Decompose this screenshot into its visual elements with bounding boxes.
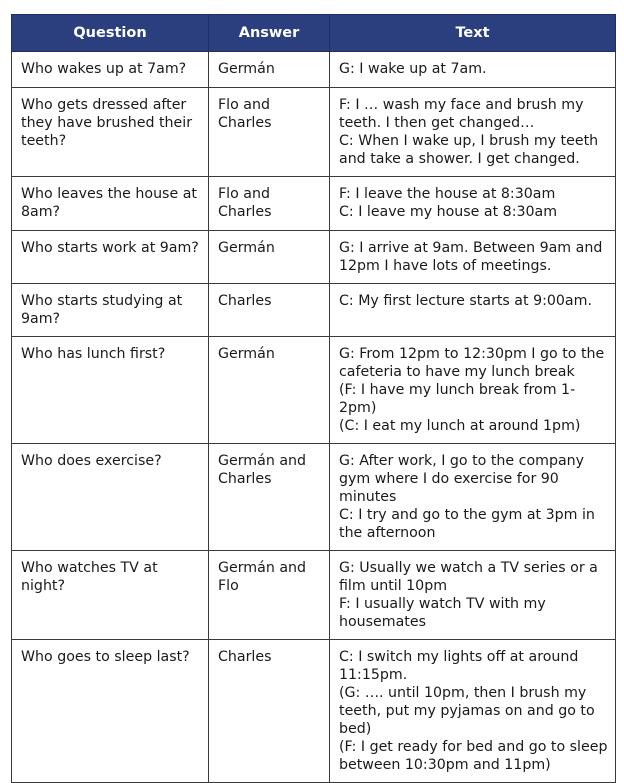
- answer-cell: Charles: [209, 284, 330, 337]
- question-cell: Who has lunch first?: [12, 337, 209, 444]
- answer-cell: Germán: [209, 337, 330, 444]
- text-line: G: After work, I go to the company gym where I do exercise for 90 minutes: [339, 453, 585, 505]
- table-row: [12, 640, 616, 783]
- text-line: C: I leave my house at 8:30am: [339, 204, 558, 220]
- text-cell: [330, 640, 616, 783]
- table-body: [12, 52, 616, 783]
- question-cell: Who goes to sleep last?: [12, 640, 209, 783]
- text-line: C: When I wake up, I brush my teeth and take a shower. I get changed.: [339, 133, 599, 167]
- table-row: [12, 177, 616, 231]
- header-answer: Answer: [209, 15, 330, 52]
- header-question: Question: [12, 15, 209, 52]
- text-line: (F: I get ready for bed and go to sleep between 10:30pm and 11pm): [339, 739, 608, 773]
- table-row: [12, 52, 616, 88]
- text-line: C: I try and go to the gym at 3pm in the afternoon: [339, 507, 595, 541]
- header-row: [12, 15, 616, 52]
- text-line: (G: …. until 10pm, then I brush my teeth, put my pyjamas on and go to bed): [339, 685, 595, 737]
- text-line: G: Usually we watch a TV series or a film until 10pm: [339, 560, 598, 594]
- text-cell: [330, 337, 616, 444]
- answer-cell: Germán: [209, 231, 330, 284]
- question-cell: Who does exercise?: [12, 444, 209, 551]
- header-text: Text: [330, 15, 616, 52]
- answer-cell: Germán: [209, 52, 330, 88]
- answer-cell: Flo and Charles: [209, 88, 330, 177]
- text-line: F: I leave the house at 8:30am: [339, 186, 556, 202]
- text-cell: [330, 177, 616, 231]
- table-row: [12, 231, 616, 284]
- text-line: (C: I eat my lunch at around 1pm): [339, 418, 581, 434]
- text-line: G: I wake up at 7am.: [339, 61, 487, 77]
- question-cell: Who starts work at 9am?: [12, 231, 209, 284]
- answer-cell: Flo and Charles: [209, 177, 330, 231]
- table-row: [12, 88, 616, 177]
- text-cell: [330, 551, 616, 640]
- question-cell: Who leaves the house at 8am?: [12, 177, 209, 231]
- text-line: F: I … wash my face and brush my teeth. I then get changed…: [339, 97, 584, 131]
- text-line: (F: I have my lunch break from 1-2pm): [339, 382, 576, 416]
- question-answer-table: [11, 14, 616, 783]
- table-row: [12, 444, 616, 551]
- table-row: [12, 551, 616, 640]
- text-line: G: I arrive at 9am. Between 9am and 12pm I have lots of meetings.: [339, 240, 603, 274]
- question-cell: Who starts studying at 9am?: [12, 284, 209, 337]
- question-cell: Who wakes up at 7am?: [12, 52, 209, 88]
- table-row: [12, 337, 616, 444]
- text-cell: [330, 284, 616, 337]
- answer-cell: Charles: [209, 640, 330, 783]
- worksheet: [11, 14, 615, 783]
- table-row: [12, 284, 616, 337]
- text-line: F: I usually watch TV with my housemates: [339, 596, 546, 630]
- answer-cell: Germán and Flo: [209, 551, 330, 640]
- text-line: C: I switch my lights off at around 11:15pm.: [339, 649, 579, 683]
- question-cell: Who watches TV at night?: [12, 551, 209, 640]
- text-line: C: My first lecture starts at 9:00am.: [339, 293, 592, 309]
- text-cell: [330, 52, 616, 88]
- text-cell: [330, 88, 616, 177]
- answer-cell: Germán and Charles: [209, 444, 330, 551]
- question-cell: Who gets dressed after they have brushed their teeth?: [12, 88, 209, 177]
- text-cell: [330, 444, 616, 551]
- text-cell: [330, 231, 616, 284]
- text-line: G: From 12pm to 12:30pm I go to the cafeteria to have my lunch break: [339, 346, 605, 380]
